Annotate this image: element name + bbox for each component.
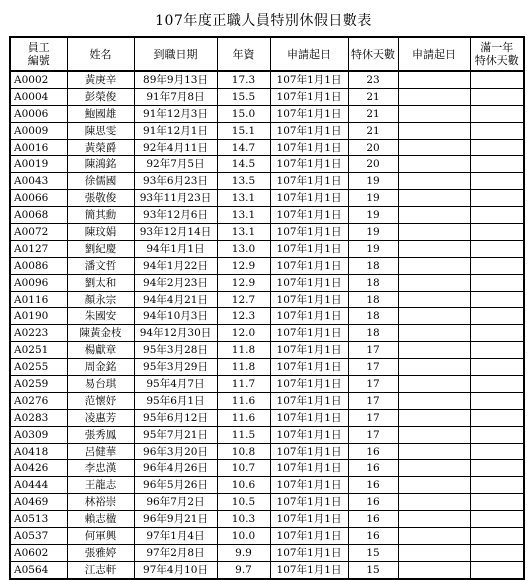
cell-apply-start: 107年1月1日 — [270, 156, 348, 173]
cell-emp-id: A0016 — [10, 139, 67, 156]
cell-name: 黃榮爵 — [67, 139, 134, 156]
cell-name: 呂健華 — [67, 443, 134, 460]
cell-hire-date: 95年3月28日 — [134, 342, 217, 359]
cell-emp-id: A0190 — [10, 308, 67, 325]
cell-seniority: 10.7 — [217, 460, 270, 477]
cell-hire-date: 96年4月26日 — [134, 460, 217, 477]
cell-full-year-days — [470, 325, 524, 342]
cell-apply-start-2 — [398, 477, 470, 494]
cell-hire-date: 94年1月1日 — [134, 240, 217, 257]
cell-seniority: 10.6 — [217, 477, 270, 494]
cell-full-year-days — [470, 156, 524, 173]
cell-seniority: 14.5 — [217, 156, 270, 173]
cell-apply-start: 107年1月1日 — [270, 105, 348, 122]
cell-full-year-days — [470, 139, 524, 156]
cell-apply-start-2 — [398, 308, 470, 325]
table-row — [10, 139, 524, 156]
cell-apply-start: 107年1月1日 — [270, 71, 348, 88]
cell-full-year-days — [470, 392, 524, 409]
cell-hire-date: 97年2月8日 — [134, 544, 217, 561]
cell-hire-date: 95年6月1日 — [134, 392, 217, 409]
cell-apply-start-2 — [398, 494, 470, 511]
cell-full-year-days — [470, 511, 524, 528]
header-emp-id: 員工 編號 — [10, 37, 67, 71]
cell-emp-id: A0444 — [10, 477, 67, 494]
cell-seniority: 13.0 — [217, 240, 270, 257]
cell-hire-date: 95年4月7日 — [134, 376, 217, 393]
cell-seniority: 10.8 — [217, 443, 270, 460]
cell-leave-days: 20 — [348, 156, 398, 173]
cell-name: 徐儒國 — [67, 173, 134, 190]
cell-full-year-days — [470, 308, 524, 325]
cell-name: 周金銘 — [67, 359, 134, 376]
cell-leave-days: 16 — [348, 460, 398, 477]
cell-apply-start-2 — [398, 139, 470, 156]
header-full-year-days: 滿一年 特休天數 — [470, 37, 524, 71]
cell-seniority: 9.7 — [217, 561, 270, 578]
cell-leave-days: 17 — [348, 409, 398, 426]
cell-hire-date: 94年12月30日 — [134, 325, 217, 342]
table-row — [10, 460, 524, 477]
cell-apply-start-2 — [398, 257, 470, 274]
cell-hire-date: 91年7月8日 — [134, 88, 217, 105]
cell-hire-date: 91年12月1日 — [134, 122, 217, 139]
cell-apply-start-2 — [398, 325, 470, 342]
table-row — [10, 392, 524, 409]
table-row — [10, 71, 524, 88]
cell-name: 劉太和 — [67, 274, 134, 291]
cell-name: 潘文哲 — [67, 257, 134, 274]
cell-apply-start: 107年1月1日 — [270, 224, 348, 241]
cell-hire-date: 89年9月13日 — [134, 71, 217, 88]
cell-emp-id: A0259 — [10, 376, 67, 393]
cell-seniority: 15.0 — [217, 105, 270, 122]
table-row — [10, 494, 524, 511]
cell-name: 李忠漢 — [67, 460, 134, 477]
cell-emp-id: A0513 — [10, 511, 67, 528]
cell-emp-id: A0426 — [10, 460, 67, 477]
cell-apply-start: 107年1月1日 — [270, 257, 348, 274]
cell-apply-start: 107年1月1日 — [270, 460, 348, 477]
cell-apply-start-2 — [398, 207, 470, 224]
cell-name: 黃庚辛 — [67, 71, 134, 88]
cell-apply-start-2 — [398, 173, 470, 190]
cell-emp-id: A0066 — [10, 190, 67, 207]
cell-full-year-days — [470, 528, 524, 545]
cell-seniority: 17.3 — [217, 71, 270, 88]
cell-emp-id: A0276 — [10, 392, 67, 409]
cell-name: 江志軒 — [67, 561, 134, 578]
cell-name: 林裕崇 — [67, 494, 134, 511]
cell-emp-id: A0116 — [10, 291, 67, 308]
table-row — [10, 325, 524, 342]
cell-name: 劉紀慶 — [67, 240, 134, 257]
cell-name: 張秀鳳 — [67, 426, 134, 443]
cell-apply-start-2 — [398, 291, 470, 308]
header-apply-start: 申請起日 — [270, 37, 348, 71]
cell-emp-id: A0255 — [10, 359, 67, 376]
cell-leave-days: 16 — [348, 494, 398, 511]
cell-name: 張敬俊 — [67, 190, 134, 207]
cell-seniority: 10.0 — [217, 528, 270, 545]
cell-seniority: 10.3 — [217, 511, 270, 528]
table-row — [10, 308, 524, 325]
cell-emp-id: A0072 — [10, 224, 67, 241]
cell-leave-days: 16 — [348, 443, 398, 460]
cell-emp-id: A0251 — [10, 342, 67, 359]
cell-apply-start-2 — [398, 71, 470, 88]
cell-apply-start-2 — [398, 190, 470, 207]
cell-apply-start: 107年1月1日 — [270, 190, 348, 207]
table-row — [10, 426, 524, 443]
cell-name: 陳玟娟 — [67, 224, 134, 241]
cell-hire-date: 94年10月3日 — [134, 308, 217, 325]
cell-full-year-days — [470, 257, 524, 274]
cell-hire-date: 96年3月20日 — [134, 443, 217, 460]
cell-full-year-days — [470, 359, 524, 376]
cell-apply-start: 107年1月1日 — [270, 392, 348, 409]
table-row — [10, 359, 524, 376]
table-row — [10, 122, 524, 139]
cell-apply-start: 107年1月1日 — [270, 122, 348, 139]
cell-leave-days: 18 — [348, 325, 398, 342]
table-row — [10, 224, 524, 241]
cell-full-year-days — [470, 477, 524, 494]
cell-hire-date: 96年9月21日 — [134, 511, 217, 528]
cell-apply-start-2 — [398, 511, 470, 528]
cell-apply-start: 107年1月1日 — [270, 325, 348, 342]
cell-full-year-days — [470, 224, 524, 241]
cell-hire-date: 91年12月3日 — [134, 105, 217, 122]
cell-apply-start: 107年1月1日 — [270, 342, 348, 359]
cell-hire-date: 94年1月22日 — [134, 257, 217, 274]
cell-hire-date: 92年7月5日 — [134, 156, 217, 173]
cell-full-year-days — [470, 561, 524, 578]
cell-emp-id: A0086 — [10, 257, 67, 274]
cell-leave-days: 19 — [348, 224, 398, 241]
cell-hire-date: 97年4月10日 — [134, 561, 217, 578]
cell-emp-id: A0006 — [10, 105, 67, 122]
cell-leave-days: 23 — [348, 71, 398, 88]
table-row — [10, 528, 524, 545]
cell-full-year-days — [470, 342, 524, 359]
cell-hire-date: 93年12月6日 — [134, 207, 217, 224]
cell-leave-days: 17 — [348, 342, 398, 359]
cell-apply-start-2 — [398, 359, 470, 376]
cell-apply-start: 107年1月1日 — [270, 139, 348, 156]
cell-apply-start-2 — [398, 240, 470, 257]
cell-apply-start-2 — [398, 409, 470, 426]
cell-apply-start: 107年1月1日 — [270, 528, 348, 545]
cell-apply-start: 107年1月1日 — [270, 240, 348, 257]
cell-full-year-days — [470, 173, 524, 190]
cell-apply-start-2 — [398, 528, 470, 545]
cell-seniority: 12.3 — [217, 308, 270, 325]
cell-apply-start: 107年1月1日 — [270, 561, 348, 578]
header-leave-days: 特休天數 — [348, 37, 398, 71]
cell-leave-days: 17 — [348, 359, 398, 376]
cell-name: 張雅婷 — [67, 544, 134, 561]
cell-apply-start: 107年1月1日 — [270, 443, 348, 460]
cell-apply-start-2 — [398, 376, 470, 393]
cell-hire-date: 93年11月23日 — [134, 190, 217, 207]
cell-name: 鮑國雄 — [67, 105, 134, 122]
page-title: 107年度正職人員特別休假日數表 — [155, 13, 372, 29]
table-row — [10, 511, 524, 528]
cell-name: 易台琪 — [67, 376, 134, 393]
cell-apply-start: 107年1月1日 — [270, 274, 348, 291]
cell-leave-days: 18 — [348, 291, 398, 308]
cell-name: 楊獻章 — [67, 342, 134, 359]
table-row — [10, 88, 524, 105]
header-name: 姓名 — [67, 37, 134, 71]
cell-apply-start: 107年1月1日 — [270, 511, 348, 528]
cell-hire-date: 94年4月21日 — [134, 291, 217, 308]
cell-emp-id: A0068 — [10, 207, 67, 224]
cell-apply-start-2 — [398, 426, 470, 443]
cell-seniority: 10.5 — [217, 494, 270, 511]
cell-name: 陳思雯 — [67, 122, 134, 139]
cell-emp-id: A0418 — [10, 443, 67, 460]
cell-seniority: 12.9 — [217, 257, 270, 274]
cell-emp-id: A0004 — [10, 88, 67, 105]
cell-apply-start-2 — [398, 274, 470, 291]
cell-apply-start-2 — [398, 88, 470, 105]
cell-seniority: 13.1 — [217, 207, 270, 224]
header-seniority: 年資 — [217, 37, 270, 71]
cell-hire-date: 96年7月2日 — [134, 494, 217, 511]
cell-apply-start: 107年1月1日 — [270, 291, 348, 308]
cell-leave-days: 19 — [348, 240, 398, 257]
cell-seniority: 12.7 — [217, 291, 270, 308]
cell-full-year-days — [470, 376, 524, 393]
cell-name: 王龍志 — [67, 477, 134, 494]
cell-apply-start-2 — [398, 561, 470, 578]
table-row — [10, 443, 524, 460]
cell-full-year-days — [470, 443, 524, 460]
cell-hire-date: 95年7月21日 — [134, 426, 217, 443]
cell-name: 凌惠芳 — [67, 409, 134, 426]
table-row — [10, 342, 524, 359]
cell-emp-id: A0127 — [10, 240, 67, 257]
cell-full-year-days — [470, 122, 524, 139]
cell-full-year-days — [470, 426, 524, 443]
cell-name: 何軍興 — [67, 528, 134, 545]
cell-name: 簡其勳 — [67, 207, 134, 224]
cell-full-year-days — [470, 274, 524, 291]
header-row — [10, 37, 524, 71]
cell-apply-start: 107年1月1日 — [270, 88, 348, 105]
cell-apply-start: 107年1月1日 — [270, 477, 348, 494]
cell-leave-days: 15 — [348, 544, 398, 561]
table-row — [10, 190, 524, 207]
cell-hire-date: 94年2月23日 — [134, 274, 217, 291]
cell-full-year-days — [470, 105, 524, 122]
cell-seniority: 11.7 — [217, 376, 270, 393]
cell-apply-start: 107年1月1日 — [270, 376, 348, 393]
cell-full-year-days — [470, 494, 524, 511]
cell-emp-id: A0564 — [10, 561, 67, 578]
cell-name: 彭榮俊 — [67, 88, 134, 105]
cell-emp-id: A0223 — [10, 325, 67, 342]
cell-seniority: 15.5 — [217, 88, 270, 105]
cell-apply-start-2 — [398, 122, 470, 139]
cell-seniority: 15.1 — [217, 122, 270, 139]
cell-emp-id: A0043 — [10, 173, 67, 190]
cell-apply-start: 107年1月1日 — [270, 308, 348, 325]
cell-apply-start-2 — [398, 105, 470, 122]
table-row — [10, 291, 524, 308]
cell-emp-id: A0537 — [10, 528, 67, 545]
cell-name: 陳黃金枝 — [67, 325, 134, 342]
cell-hire-date: 95年6月12日 — [134, 409, 217, 426]
table-row — [10, 409, 524, 426]
cell-leave-days: 21 — [348, 105, 398, 122]
table-row — [10, 156, 524, 173]
cell-emp-id: A0469 — [10, 494, 67, 511]
cell-apply-start: 107年1月1日 — [270, 426, 348, 443]
table-row — [10, 207, 524, 224]
cell-leave-days: 20 — [348, 139, 398, 156]
cell-hire-date: 93年6月23日 — [134, 173, 217, 190]
cell-name: 顏永宗 — [67, 291, 134, 308]
cell-apply-start-2 — [398, 224, 470, 241]
cell-leave-days: 15 — [348, 561, 398, 578]
cell-apply-start: 107年1月1日 — [270, 494, 348, 511]
cell-leave-days: 19 — [348, 190, 398, 207]
cell-apply-start-2 — [398, 156, 470, 173]
cell-seniority: 14.7 — [217, 139, 270, 156]
cell-seniority: 13.1 — [217, 190, 270, 207]
table-row — [10, 274, 524, 291]
cell-leave-days: 16 — [348, 511, 398, 528]
cell-leave-days: 17 — [348, 376, 398, 393]
cell-emp-id: A0002 — [10, 71, 67, 88]
cell-full-year-days — [470, 291, 524, 308]
table-row — [10, 257, 524, 274]
cell-apply-start: 107年1月1日 — [270, 359, 348, 376]
cell-emp-id: A0309 — [10, 426, 67, 443]
cell-leave-days: 21 — [348, 88, 398, 105]
cell-apply-start: 107年1月1日 — [270, 544, 348, 561]
table-row — [10, 376, 524, 393]
cell-hire-date: 96年5月26日 — [134, 477, 217, 494]
cell-leave-days: 21 — [348, 122, 398, 139]
cell-hire-date: 92年4月11日 — [134, 139, 217, 156]
header-hire-date: 到職日期 — [134, 37, 217, 71]
cell-name: 朱國安 — [67, 308, 134, 325]
table-row — [10, 544, 524, 561]
cell-full-year-days — [470, 460, 524, 477]
cell-leave-days: 18 — [348, 274, 398, 291]
cell-full-year-days — [470, 71, 524, 88]
cell-hire-date: 93年12月14日 — [134, 224, 217, 241]
cell-hire-date: 97年1月4日 — [134, 528, 217, 545]
table-row — [10, 477, 524, 494]
cell-seniority: 12.0 — [217, 325, 270, 342]
cell-emp-id: A0019 — [10, 156, 67, 173]
cell-seniority: 13.1 — [217, 224, 270, 241]
cell-full-year-days — [470, 88, 524, 105]
cell-leave-days: 16 — [348, 528, 398, 545]
cell-seniority: 12.9 — [217, 274, 270, 291]
table-row — [10, 105, 524, 122]
cell-name: 陳鴻銘 — [67, 156, 134, 173]
cell-full-year-days — [470, 409, 524, 426]
cell-name: 范懷妤 — [67, 392, 134, 409]
cell-leave-days: 17 — [348, 392, 398, 409]
table-row — [10, 173, 524, 190]
cell-apply-start: 107年1月1日 — [270, 173, 348, 190]
cell-seniority: 11.5 — [217, 426, 270, 443]
cell-apply-start: 107年1月1日 — [270, 207, 348, 224]
cell-name: 賴志楹 — [67, 511, 134, 528]
cell-seniority: 13.5 — [217, 173, 270, 190]
cell-seniority: 11.8 — [217, 342, 270, 359]
cell-apply-start-2 — [398, 544, 470, 561]
cell-apply-start-2 — [398, 342, 470, 359]
cell-apply-start: 107年1月1日 — [270, 409, 348, 426]
cell-full-year-days — [470, 190, 524, 207]
cell-leave-days: 19 — [348, 173, 398, 190]
header-apply-start-2: 申請起日 — [398, 37, 470, 71]
leave-table — [9, 36, 525, 580]
table-row — [10, 240, 524, 257]
cell-apply-start-2 — [398, 443, 470, 460]
cell-leave-days: 19 — [348, 207, 398, 224]
cell-emp-id: A0096 — [10, 274, 67, 291]
cell-emp-id: A0602 — [10, 544, 67, 561]
cell-full-year-days — [470, 240, 524, 257]
cell-seniority: 11.8 — [217, 359, 270, 376]
cell-leave-days: 16 — [348, 477, 398, 494]
cell-leave-days: 18 — [348, 308, 398, 325]
table-row — [10, 561, 524, 578]
cell-emp-id: A0283 — [10, 409, 67, 426]
cell-leave-days: 17 — [348, 426, 398, 443]
cell-seniority: 11.6 — [217, 409, 270, 426]
cell-seniority: 11.6 — [217, 392, 270, 409]
cell-apply-start-2 — [398, 392, 470, 409]
cell-apply-start-2 — [398, 460, 470, 477]
cell-full-year-days — [470, 544, 524, 561]
cell-emp-id: A0009 — [10, 122, 67, 139]
cell-full-year-days — [470, 207, 524, 224]
cell-leave-days: 18 — [348, 257, 398, 274]
cell-seniority: 9.9 — [217, 544, 270, 561]
cell-hire-date: 95年3月29日 — [134, 359, 217, 376]
